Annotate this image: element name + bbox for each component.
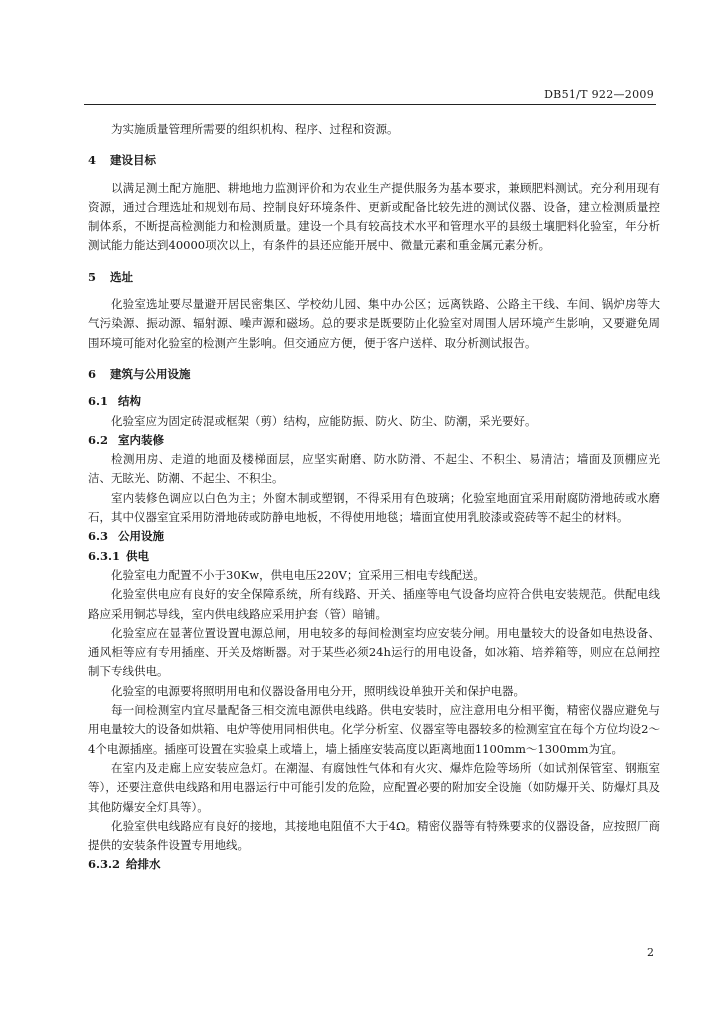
section-number: 6.3 [88,529,109,544]
section-title: 建筑与公用设施 [110,366,191,381]
body-paragraph: 检测用房、走道的地面及楼梯面层，应坚实耐磨、防水防滑、不起尘、不积尘、易清洁；墙面及顶棚应光洁、无眩光、防潮、不起尘、不积尘。 [88,452,660,486]
spacer [88,256,660,268]
section-heading [88,431,660,450]
spacer [88,171,660,179]
section-heading [88,527,660,546]
body-paragraph: 化验室应在显著位置设置电源总闸，用电较多的每间检测室均应安装分闸。用电量较大的设备如电热设备、通风柜等应有专用插座、开关及熔断器。对于某些必须24h运行的用电设备，如冰箱、培养箱等，则应在总闸控制下专线供电。 [88,625,660,679]
section-number: 4 [88,153,97,168]
section-heading [88,151,660,170]
body-paragraph: 以满足测土配方施肥、耕地地力监测评价和为农业生产提供服务为基本要求，兼顾肥料测试。充分利用现有资源，通过合理选址和规划布局、控制良好环境条件、更新或配备比较先进的测试仪器、设备，建立检测质量控制体系，不断提高检测能力和检测质量。建设一个具有较高技术水平和管理水平的县级土壤肥料化验室，年分析测试能力能达到40000项次以上，有条件的县还应能开展中、微量元素和重金属元素分析。 [88,180,660,253]
section-number: 6.2 [88,432,109,447]
section-title: 公用设施 [118,529,164,544]
document-body [88,120,660,875]
spacer [88,384,660,392]
section-number: 6.3.1 [88,548,121,563]
section-title: 结构 [118,394,141,409]
spacer [88,139,660,151]
body-paragraph: 化验室电力配置不小于30Kw，供电电压220V；宜采用三相电专线配送。 [111,567,485,582]
section-heading [88,392,660,411]
section-title: 给排水 [126,857,161,872]
body-paragraph: 在室内及走廊上应安装应急灯。在潮湿、有腐蚀性气体和有火灾、爆炸危险等场所（如试剂保管室、钢瓶室等），还要注意供电线路和用电器运行中可能引发的危险，应配置必要的附加安全设施（如防爆开关、防爆灯具及其他防爆安全灯具等）。 [88,760,660,814]
section-heading [88,855,660,874]
section-title: 选址 [110,269,133,284]
body-paragraph: 化验室的电源要将照明用电和仪器设备用电分开，照明线设单独开关和保护电器。 [111,683,525,698]
page-number: 2 [647,946,654,959]
header-divider [84,104,656,105]
section-number: 6.3.2 [88,857,121,872]
section-title: 室内装修 [118,432,164,447]
section-heading [88,365,660,384]
spacer [88,287,660,295]
body-paragraph: 化验室应为固定砖混或框架（剪）结构，应能防振、防火、防尘、防潮，采光要好。 [111,413,537,428]
section-number: 6 [88,366,97,381]
body-paragraph: 化验室选址要尽量避开居民密集区、学校幼儿园、集中办公区；远离铁路、公路主干线、车间、锅炉房等大气污染源、振动源、辐射源、噪声源和磁场。总的要求是既要防止化验室对周围人居环境产生影响，又要避免周围环境可能对化验室的检测产生影响。但交通应方便，便于客户送样、取分析测试报告。 [88,297,660,350]
section-title: 供电 [126,548,149,563]
section-title: 建设目标 [110,153,156,168]
body-paragraph: 为实施质量管理所需要的组织机构、程序、过程和资源。 [111,122,399,136]
body-paragraph: 每一间检测室内宜尽量配备三相交流电源供电线路。供电安装时，应注意用电分相平衡，精密仪器应避免与用电量较大的设备如烘箱、电炉等使用同相供电。化学分析室、仪器室等电器较多的检测室宜在每个方位均设2～4个电源插座。插座可设置在实验桌上或墙上，墙上插座安装高度以距离地面1100mm～1300mm为宜。 [88,703,660,756]
section-number: 5 [88,269,97,284]
section-heading [88,547,660,566]
section-number: 6.1 [88,394,109,409]
document-code: DB51/T 922—2009 [544,88,654,101]
spacer [88,353,660,365]
section-heading [88,268,660,287]
body-paragraph: 化验室供电应有良好的安全保障系统，所有线路、开关、插座等电气设备均应符合供电安装规范。供配电线路应采用铜芯导线，室内供电线路应采用护套（管）暗铺。 [88,587,660,621]
body-paragraph: 化验室供电线路应有良好的接地，其接地电阻值不大于4Ω。精密仪器等有特殊要求的仪器设备，应按照厂商提供的安装条件设置专用地线。 [88,818,660,853]
body-paragraph: 室内装修色调应以白色为主；外窗木制或塑钢，不得采用有色玻璃；化验室地面宜采用耐腐防滑地砖或水磨石，其中仪器室宜采用防滑地砖或防静电地板，不得使用地毯；墙面宜使用乳胶漆或瓷砖等不起尘的材料。 [88,490,660,525]
